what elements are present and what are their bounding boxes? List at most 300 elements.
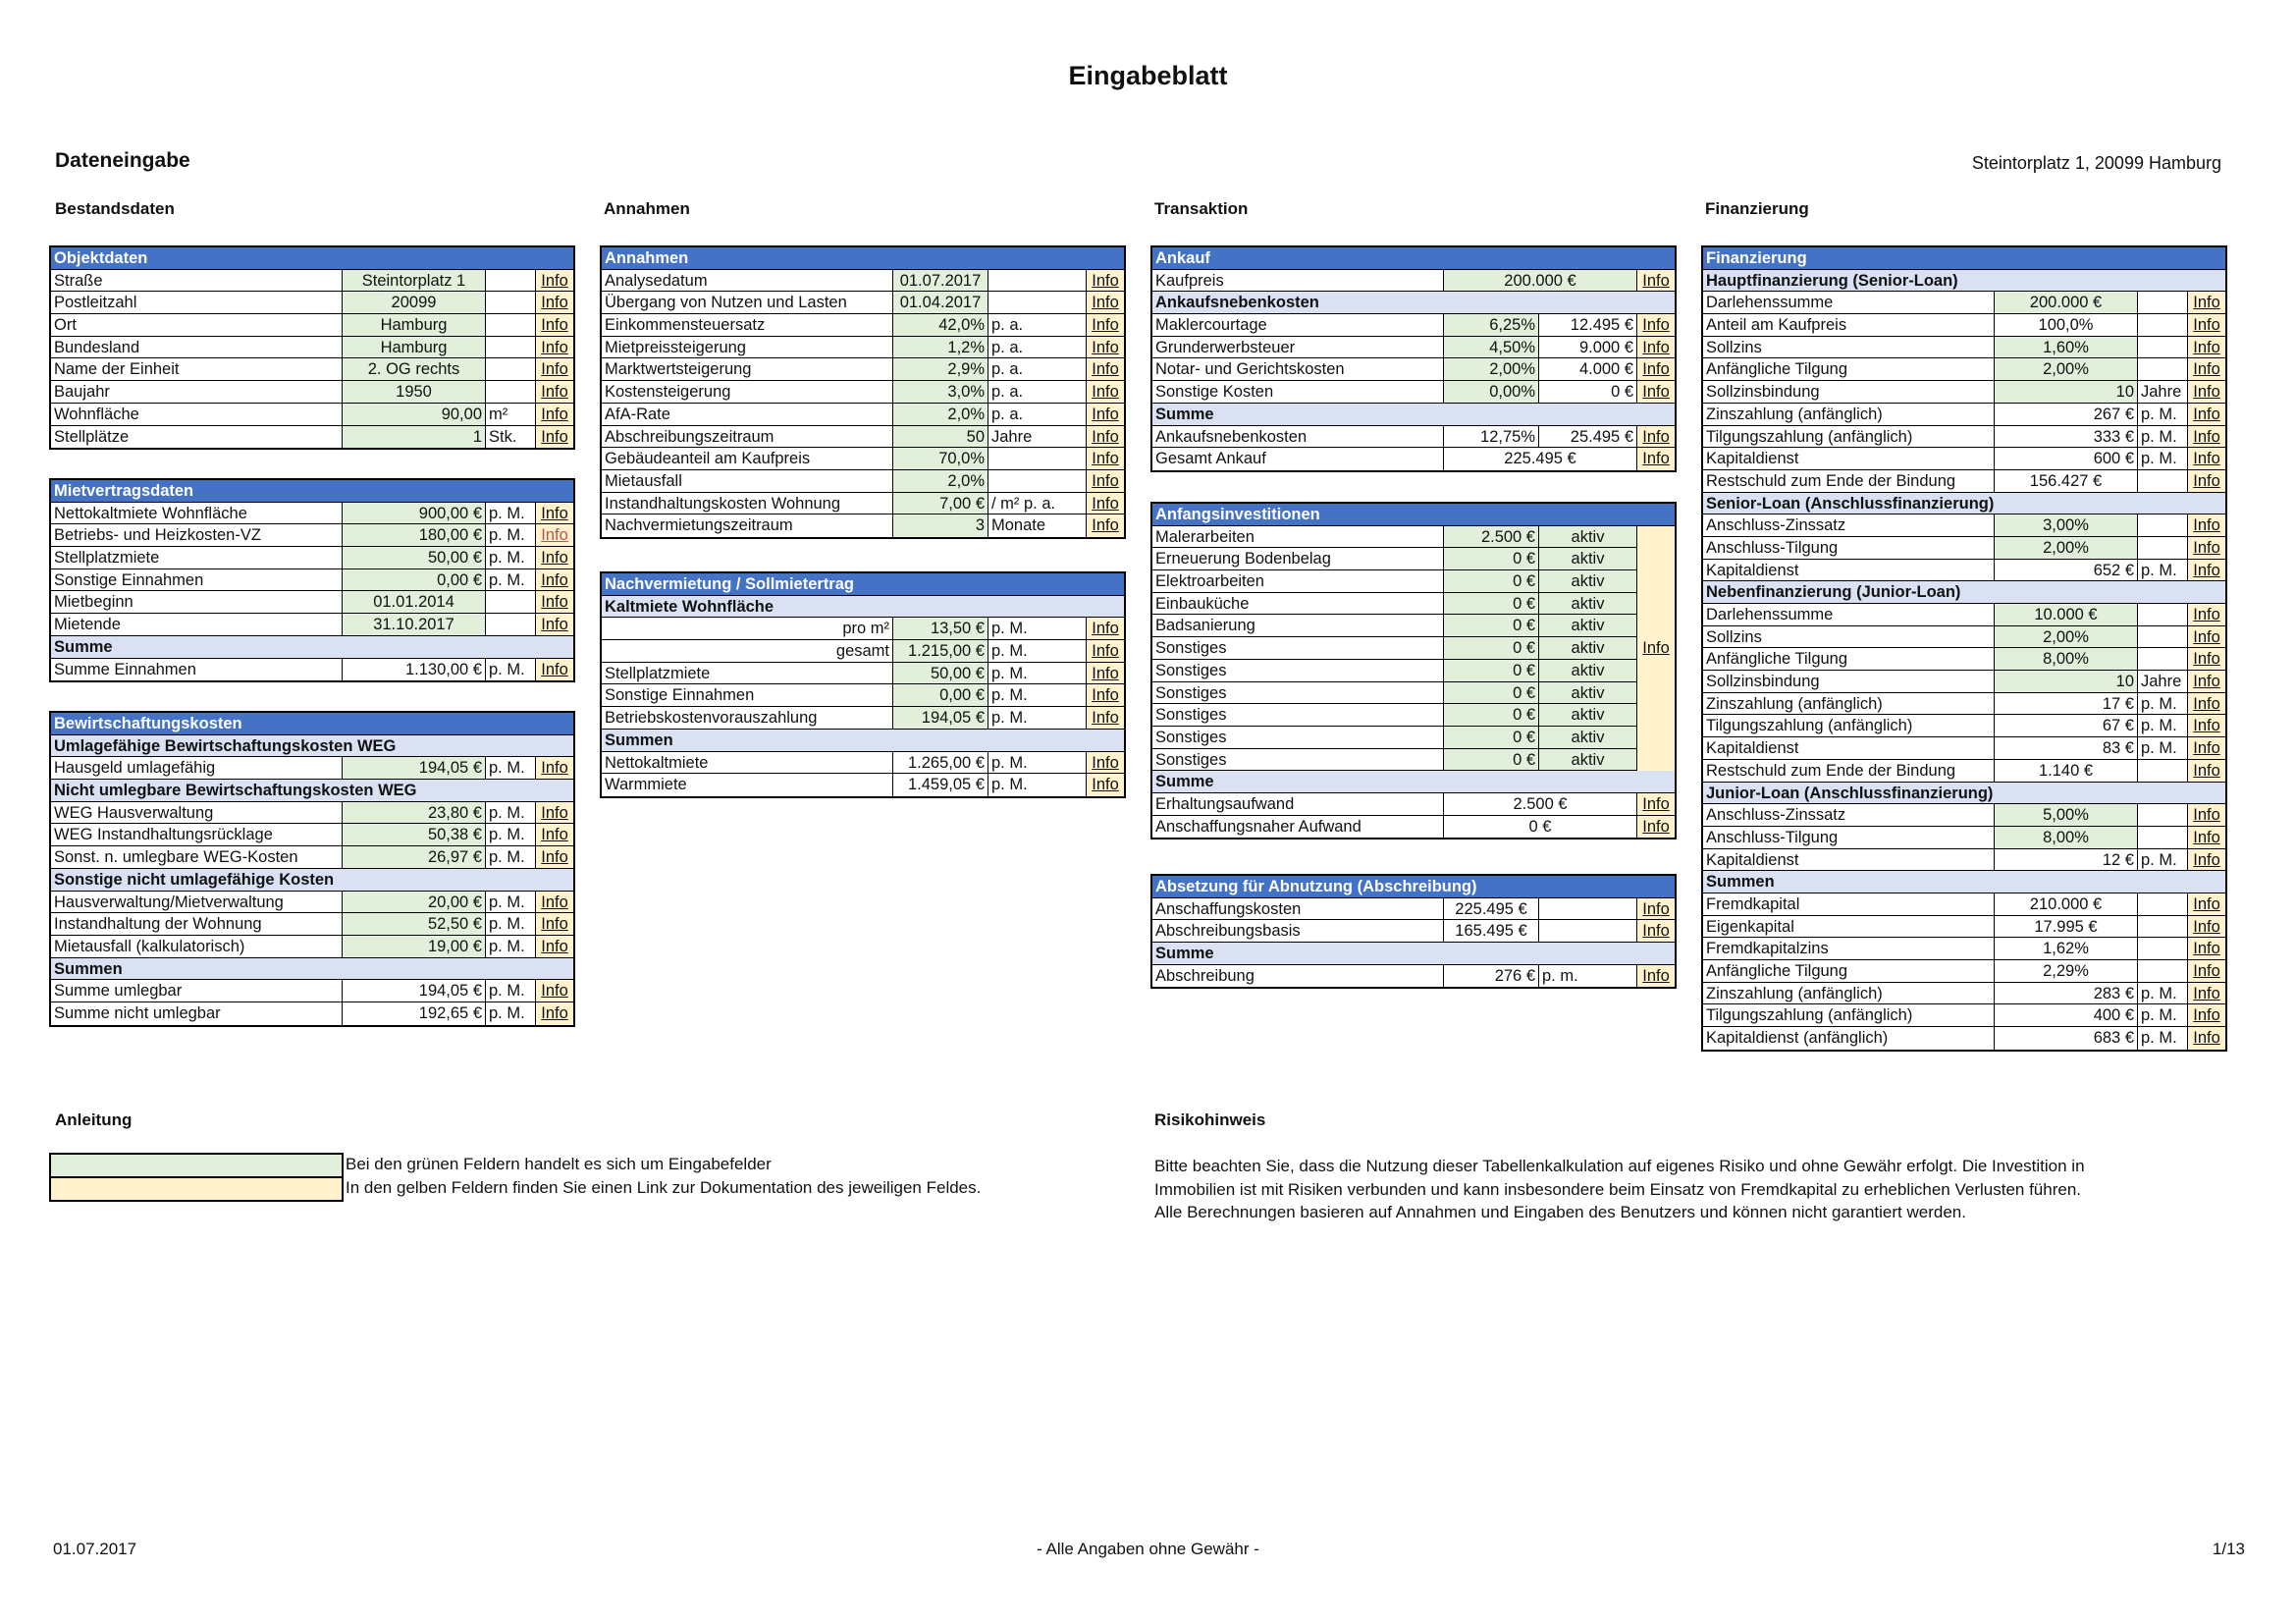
info-link[interactable]: Info bbox=[536, 659, 573, 681]
row-value[interactable]: 7,00 € bbox=[893, 493, 988, 514]
row-value[interactable]: 0 € bbox=[1444, 548, 1539, 569]
subheader: Summe bbox=[1152, 404, 1675, 426]
row-label: Malerarbeiten bbox=[1152, 526, 1444, 548]
row-label: Anschluss-Tilgung bbox=[1703, 537, 1995, 559]
info-link[interactable]: Info bbox=[536, 404, 573, 425]
info-link[interactable]: Info bbox=[2188, 671, 2225, 692]
row-unit bbox=[2138, 514, 2188, 536]
row-label: Nachvermietungszeitraum bbox=[602, 514, 893, 537]
row-value[interactable]: 0 € bbox=[1444, 749, 1539, 771]
table-row bbox=[1703, 671, 2225, 693]
row-value[interactable]: Hamburg bbox=[343, 337, 486, 358]
subheader: Summen bbox=[1703, 871, 2225, 893]
info-link[interactable]: Info bbox=[1637, 381, 1675, 403]
info-link[interactable]: Info bbox=[2188, 737, 2225, 759]
info-link[interactable]: Info bbox=[2188, 693, 2225, 715]
info-link[interactable]: Info bbox=[2188, 760, 2225, 782]
row-value[interactable]: 0 € bbox=[1444, 637, 1539, 659]
info-link[interactable]: Info bbox=[1637, 337, 1675, 358]
info-link[interactable]: Info bbox=[536, 337, 573, 358]
row-value[interactable]: 10 bbox=[1995, 381, 2138, 403]
anleitung-heading: Anleitung bbox=[55, 1110, 133, 1129]
info-link[interactable]: Info bbox=[536, 591, 573, 613]
row-value[interactable]: 42,0% bbox=[893, 314, 988, 336]
row-value[interactable]: 0 € bbox=[1444, 682, 1539, 704]
row-value: 156.427 € bbox=[1995, 470, 2138, 492]
row-unit bbox=[1539, 898, 1637, 920]
table-row bbox=[602, 292, 1124, 314]
table-row bbox=[1703, 560, 2225, 582]
info-link[interactable]: Info bbox=[1087, 470, 1124, 492]
row-label: Sonstige Kosten bbox=[1152, 381, 1444, 403]
row-label: Zinszahlung (anfänglich) bbox=[1703, 983, 1995, 1004]
row-unit: p. M. bbox=[486, 569, 536, 591]
row-value[interactable]: 5,00% bbox=[1995, 804, 2138, 826]
info-link[interactable]: Info bbox=[2188, 804, 2225, 826]
row-label: Sonstige Einnahmen bbox=[602, 684, 893, 706]
row-label: Summe umlegbar bbox=[51, 980, 343, 1001]
row-value[interactable]: 194,05 € bbox=[343, 757, 486, 779]
row-status[interactable]: aktiv bbox=[1539, 660, 1637, 681]
info-link[interactable]: Info bbox=[536, 314, 573, 336]
row-value[interactable]: 900,00 € bbox=[343, 503, 486, 524]
info-link[interactable]: Info bbox=[2188, 916, 2225, 938]
row-value[interactable]: 10.000 € bbox=[1995, 604, 2138, 625]
row-status[interactable]: aktiv bbox=[1539, 593, 1637, 615]
row-value[interactable]: 1.215,00 € bbox=[893, 640, 988, 662]
row-label: Restschuld zum Ende der Bindung bbox=[1703, 760, 1995, 782]
row-label: Ankaufsnebenkosten bbox=[1152, 426, 1444, 448]
row-label: Gesamt Ankauf bbox=[1152, 448, 1444, 470]
row-value[interactable]: 01.01.2014 bbox=[343, 591, 486, 613]
row-value[interactable]: 1950 bbox=[343, 381, 486, 403]
row-value[interactable]: 50,38 € bbox=[343, 824, 486, 845]
risiko-line: Alle Berechnungen basieren auf Annahmen und Eingaben des Benutzers und können nicht garantiert werden. bbox=[1154, 1203, 1966, 1221]
row-label: Kostensteigerung bbox=[602, 381, 893, 403]
row-label: Einkommensteuersatz bbox=[602, 314, 893, 336]
row-value[interactable]: 13,50 € bbox=[893, 618, 988, 639]
info-link[interactable]: Info bbox=[1087, 404, 1124, 425]
info-link[interactable]: Info bbox=[2188, 626, 2225, 648]
row-status[interactable]: aktiv bbox=[1539, 637, 1637, 659]
info-link[interactable]: Info bbox=[1087, 774, 1124, 796]
info-link[interactable]: Info bbox=[1637, 270, 1675, 292]
row-unit: p. M. bbox=[486, 503, 536, 524]
table-row bbox=[602, 448, 1124, 470]
info-link[interactable]: Info bbox=[2188, 514, 2225, 536]
row-value[interactable]: 0 € bbox=[1444, 727, 1539, 748]
table-row bbox=[51, 614, 573, 636]
info-link[interactable]: Info bbox=[536, 980, 573, 1001]
table-row bbox=[1703, 358, 2225, 381]
row-label: Übergang von Nutzen und Lasten bbox=[602, 292, 893, 313]
row-unit: p. M. bbox=[988, 618, 1087, 639]
row-label: Kapitaldienst (anfänglich) bbox=[1703, 1027, 1995, 1050]
info-link[interactable]: Info bbox=[2188, 960, 2225, 982]
row-value[interactable]: Hamburg bbox=[343, 314, 486, 336]
row-value[interactable]: 2.500 € bbox=[1444, 526, 1539, 548]
row-value: 67 € bbox=[1995, 715, 2138, 736]
row-value: 1.265,00 € bbox=[893, 752, 988, 774]
table-row bbox=[1703, 1027, 2225, 1050]
row-value[interactable]: 200.000 € bbox=[1444, 270, 1637, 292]
row-value[interactable]: 2. OG rechts bbox=[343, 358, 486, 380]
subheader: Nebenfinanzierung (Junior-Loan) bbox=[1703, 581, 2225, 604]
row-unit: p. M. bbox=[2138, 426, 2188, 448]
row-value[interactable]: 3 bbox=[893, 514, 988, 537]
row-unit bbox=[486, 270, 536, 292]
row-label: Anfängliche Tilgung bbox=[1703, 358, 1995, 380]
row-value[interactable]: 0 € bbox=[1444, 593, 1539, 615]
info-link[interactable]: Info bbox=[536, 824, 573, 845]
row-label: Grunderwerbsteuer bbox=[1152, 337, 1444, 358]
info-link[interactable]: Info bbox=[2188, 604, 2225, 625]
info-link[interactable]: Info bbox=[536, 846, 573, 868]
info-link[interactable]: Info bbox=[536, 292, 573, 313]
info-link[interactable]: Info bbox=[536, 503, 573, 524]
row-unit: p. M. bbox=[988, 774, 1087, 796]
row-label: Hausverwaltung/Mietverwaltung bbox=[51, 892, 343, 913]
table-row bbox=[51, 292, 573, 314]
info-link[interactable]: Info bbox=[1087, 684, 1124, 706]
row-value: 0 € bbox=[1444, 816, 1637, 839]
row-value[interactable]: 50 bbox=[893, 426, 988, 448]
row-value[interactable]: 0 € bbox=[1444, 570, 1539, 592]
info-link[interactable]: Info bbox=[2188, 358, 2225, 380]
table-row bbox=[1152, 749, 1675, 772]
info-link[interactable]: Info bbox=[1087, 663, 1124, 684]
row-value[interactable]: 2,00% bbox=[1995, 358, 2138, 380]
row-label: Bundesland bbox=[51, 337, 343, 358]
info-link[interactable]: Info bbox=[2188, 1027, 2225, 1050]
row-label: gesamt bbox=[602, 640, 893, 662]
row-percent[interactable]: 2,00% bbox=[1444, 358, 1539, 380]
table-row bbox=[1703, 626, 2225, 649]
row-status[interactable]: aktiv bbox=[1539, 682, 1637, 704]
table-row bbox=[1152, 526, 1675, 549]
row-label: Sollzins bbox=[1703, 337, 1995, 358]
info-link[interactable]: Info bbox=[1087, 426, 1124, 448]
table-row bbox=[51, 802, 573, 825]
row-unit: p. M. bbox=[2138, 1004, 2188, 1026]
absetzung-table bbox=[1150, 874, 1677, 989]
row-value[interactable]: 2,00% bbox=[1995, 537, 2138, 559]
info-link[interactable]: Info bbox=[1087, 314, 1124, 336]
row-status[interactable]: aktiv bbox=[1539, 615, 1637, 636]
info-link[interactable]: Info bbox=[536, 757, 573, 779]
info-link[interactable]: Info bbox=[2188, 448, 2225, 469]
subheader: Nicht umlegbare Bewirtschaftungskosten WEG bbox=[51, 780, 573, 802]
table-row bbox=[51, 892, 573, 914]
row-label: Stellplatzmiete bbox=[602, 663, 893, 684]
row-value: 17.995 € bbox=[1995, 916, 2138, 938]
row-value[interactable]: 20,00 € bbox=[343, 892, 486, 913]
row-value[interactable]: 01.07.2017 bbox=[893, 270, 988, 292]
row-unit bbox=[2138, 827, 2188, 848]
row-value[interactable]: 200.000 € bbox=[1995, 292, 2138, 313]
info-link[interactable]: Info bbox=[2188, 938, 2225, 959]
row-value[interactable]: 1,2% bbox=[893, 337, 988, 358]
info-link[interactable]: Info bbox=[2188, 426, 2225, 448]
row-value[interactable]: 90,00 bbox=[343, 404, 486, 425]
info-link[interactable]: Info bbox=[536, 381, 573, 403]
info-link[interactable]: Info bbox=[1637, 965, 1675, 988]
info-link[interactable]: Info bbox=[1637, 314, 1675, 336]
info-link[interactable]: Info bbox=[2188, 292, 2225, 313]
row-unit bbox=[2138, 960, 2188, 982]
subheader: Summen bbox=[51, 958, 573, 981]
info-link[interactable]: Info bbox=[1087, 514, 1124, 537]
row-unit bbox=[486, 381, 536, 403]
row-value[interactable]: 2,00% bbox=[1995, 626, 2138, 648]
info-link[interactable]: Info bbox=[2188, 337, 2225, 358]
info-link[interactable]: Info bbox=[1087, 448, 1124, 469]
table-row bbox=[602, 774, 1124, 796]
info-link[interactable]: Info bbox=[536, 892, 573, 913]
info-link[interactable]: Info bbox=[1637, 358, 1675, 380]
row-value[interactable]: 20099 bbox=[343, 292, 486, 313]
info-link[interactable]: Info bbox=[2188, 849, 2225, 871]
row-value[interactable]: 31.10.2017 bbox=[343, 614, 486, 635]
row-label: Anschaffungsnaher Aufwand bbox=[1152, 816, 1444, 839]
row-label: Summe nicht umlegbar bbox=[51, 1002, 343, 1025]
info-link[interactable]: Info bbox=[1087, 337, 1124, 358]
info-link[interactable]: Info bbox=[1087, 493, 1124, 514]
row-label: Darlehenssumme bbox=[1703, 604, 1995, 625]
info-link[interactable]: Info bbox=[1637, 448, 1675, 470]
info-link[interactable]: Info bbox=[536, 358, 573, 380]
info-link[interactable]: Info bbox=[1087, 358, 1124, 380]
info-link[interactable]: Info bbox=[1637, 426, 1675, 448]
info-link[interactable]: Info bbox=[536, 913, 573, 935]
row-status[interactable]: aktiv bbox=[1539, 727, 1637, 748]
row-unit: p. M. bbox=[486, 980, 536, 1001]
row-value: 100,0% bbox=[1995, 314, 2138, 336]
table-row bbox=[51, 980, 573, 1002]
row-label: Abschreibung bbox=[1152, 965, 1444, 988]
row-value[interactable]: 0,00 € bbox=[343, 569, 486, 591]
table-row bbox=[51, 524, 573, 547]
row-percent[interactable]: 4,50% bbox=[1444, 337, 1539, 358]
table-row bbox=[51, 846, 573, 869]
info-link[interactable]: Info bbox=[2188, 537, 2225, 559]
row-unit bbox=[486, 614, 536, 635]
table-row bbox=[1152, 727, 1675, 749]
row-label: Summe Einnahmen bbox=[51, 659, 343, 681]
info-link[interactable]: Info bbox=[2188, 314, 2225, 336]
bewirtschaftung-table bbox=[49, 711, 575, 1027]
row-value[interactable]: 2,0% bbox=[893, 470, 988, 492]
row-value: 12 € bbox=[1995, 849, 2138, 871]
row-label: Sonstiges bbox=[1152, 682, 1444, 704]
row-status[interactable]: aktiv bbox=[1539, 704, 1637, 726]
row-value[interactable]: 1 bbox=[343, 426, 486, 449]
row-status[interactable]: aktiv bbox=[1539, 749, 1637, 771]
row-value[interactable]: 2,9% bbox=[893, 358, 988, 380]
row-unit: p. M. bbox=[2138, 560, 2188, 581]
row-unit: p. a. bbox=[988, 404, 1087, 425]
table-row bbox=[1152, 448, 1675, 470]
row-value[interactable]: 19,00 € bbox=[343, 936, 486, 957]
row-value[interactable]: Steintorplatz 1 bbox=[343, 270, 486, 292]
row-value: 1,62% bbox=[1995, 938, 2138, 959]
row-unit bbox=[2138, 648, 2188, 670]
subheader: Umlagefähige Bewirtschaftungskosten WEG bbox=[51, 735, 573, 758]
table-row bbox=[51, 659, 573, 681]
row-value[interactable]: 194,05 € bbox=[893, 707, 988, 729]
row-label: Zinszahlung (anfänglich) bbox=[1703, 404, 1995, 425]
subheader: Ankaufsnebenkosten bbox=[1152, 292, 1675, 314]
row-label: Tilgungszahlung (anfänglich) bbox=[1703, 426, 1995, 448]
table-row bbox=[51, 381, 573, 404]
info-link[interactable]: Info bbox=[2188, 715, 2225, 736]
row-percent[interactable]: 6,25% bbox=[1444, 314, 1539, 336]
info-link[interactable]: Info bbox=[1087, 292, 1124, 313]
info-link[interactable]: Info bbox=[1637, 920, 1675, 942]
info-link[interactable]: Info bbox=[1087, 640, 1124, 662]
row-label: Anteil am Kaufpreis bbox=[1703, 314, 1995, 336]
info-link[interactable]: Info bbox=[1087, 618, 1124, 639]
info-link[interactable]: Info bbox=[2188, 470, 2225, 492]
column-heading-transaktion: Transaktion bbox=[1154, 199, 1249, 218]
row-status[interactable]: aktiv bbox=[1539, 570, 1637, 592]
row-unit bbox=[486, 314, 536, 336]
info-link[interactable]: Info bbox=[536, 936, 573, 957]
info-link[interactable]: Info bbox=[2188, 827, 2225, 848]
row-value[interactable]: 10 bbox=[1995, 671, 2138, 692]
row-label: Anfängliche Tilgung bbox=[1703, 648, 1995, 670]
page-subtitle: Dateneingabe bbox=[55, 149, 190, 172]
row-value[interactable]: 50,00 € bbox=[893, 663, 988, 684]
info-link[interactable]: Info bbox=[2188, 893, 2225, 915]
row-label: Fremdkapital bbox=[1703, 893, 1995, 915]
table-row bbox=[1703, 827, 2225, 849]
column-heading-bestandsdaten: Bestandsdaten bbox=[55, 199, 175, 218]
subheader: Summe bbox=[51, 636, 573, 659]
row-value[interactable]: 2,0% bbox=[893, 404, 988, 425]
info-link[interactable]: Info bbox=[1087, 752, 1124, 774]
row-status[interactable]: aktiv bbox=[1539, 526, 1637, 548]
row-status[interactable]: aktiv bbox=[1539, 548, 1637, 569]
row-unit: p. M. bbox=[988, 663, 1087, 684]
row-label: Stellplatzmiete bbox=[51, 547, 343, 568]
row-label: Tilgungszahlung (anfänglich) bbox=[1703, 1004, 1995, 1026]
row-label: Betriebskostenvorauszahlung bbox=[602, 707, 893, 729]
objektdaten-table bbox=[49, 245, 575, 450]
legend-green-box bbox=[49, 1153, 344, 1178]
table-row bbox=[602, 381, 1124, 404]
table-header: Annahmen bbox=[602, 247, 1124, 270]
info-link[interactable]: Info bbox=[536, 270, 573, 292]
info-link[interactable]: Info bbox=[536, 547, 573, 568]
row-value[interactable]: 0 € bbox=[1444, 660, 1539, 681]
table-row bbox=[1703, 760, 2225, 783]
row-label: Elektroarbeiten bbox=[1152, 570, 1444, 592]
info-link[interactable]: Info bbox=[1637, 816, 1675, 839]
row-value[interactable]: 180,00 € bbox=[343, 524, 486, 546]
info-link[interactable]: Info bbox=[1087, 707, 1124, 729]
mietvertrag-table bbox=[49, 478, 575, 682]
info-link[interactable]: Info bbox=[1087, 381, 1124, 403]
info-link[interactable]: Info bbox=[2188, 404, 2225, 425]
row-value[interactable]: 23,80 € bbox=[343, 802, 486, 824]
info-link[interactable]: Info bbox=[536, 569, 573, 591]
row-value[interactable]: 8,00% bbox=[1995, 827, 2138, 848]
row-value: 1.459,05 € bbox=[893, 774, 988, 796]
row-label: Mietausfall (kalkulatorisch) bbox=[51, 936, 343, 957]
subheader: Summe bbox=[1152, 943, 1675, 965]
row-value[interactable]: 01.04.2017 bbox=[893, 292, 988, 313]
row-value[interactable]: 50,00 € bbox=[343, 547, 486, 568]
row-label: Anschluss-Tilgung bbox=[1703, 827, 1995, 848]
table-row bbox=[51, 314, 573, 337]
info-link[interactable]: Info bbox=[1637, 898, 1675, 920]
table-row bbox=[51, 569, 573, 592]
row-value[interactable]: 8,00% bbox=[1995, 648, 2138, 670]
table-row bbox=[51, 1002, 573, 1025]
info-link[interactable]: Info bbox=[536, 1002, 573, 1025]
info-link[interactable]: Info bbox=[536, 802, 573, 824]
info-link[interactable]: Info bbox=[1637, 793, 1675, 815]
info-link[interactable]: Info bbox=[536, 426, 573, 449]
row-value[interactable]: 52,50 € bbox=[343, 913, 486, 935]
table-row bbox=[51, 358, 573, 381]
row-unit: p. a. bbox=[988, 381, 1087, 403]
row-value[interactable]: 3,0% bbox=[893, 381, 988, 403]
row-value: 225.495 € bbox=[1444, 448, 1637, 470]
subheader: Summen bbox=[602, 730, 1124, 752]
row-value[interactable]: 1,60% bbox=[1995, 337, 2138, 358]
info-link[interactable]: Info bbox=[2188, 648, 2225, 670]
table-header: Mietvertragsdaten bbox=[51, 480, 573, 503]
table-row bbox=[1703, 849, 2225, 872]
table-row bbox=[51, 337, 573, 359]
info-link[interactable]: Info bbox=[2188, 381, 2225, 403]
row-value[interactable]: 0 € bbox=[1444, 704, 1539, 726]
row-unit bbox=[988, 270, 1087, 292]
info-link[interactable]: Info bbox=[1636, 526, 1675, 772]
info-link[interactable]: Info bbox=[2188, 560, 2225, 581]
row-value: 25.495 € bbox=[1539, 426, 1637, 448]
row-label: Darlehenssumme bbox=[1703, 292, 1995, 313]
table-row bbox=[1703, 292, 2225, 314]
footer-date: 01.07.2017 bbox=[53, 1540, 137, 1558]
table-row bbox=[1703, 1004, 2225, 1027]
row-value: 194,05 € bbox=[343, 980, 486, 1001]
row-percent[interactable]: 0,00% bbox=[1444, 381, 1539, 403]
info-link[interactable]: Info bbox=[2188, 983, 2225, 1004]
row-value[interactable]: 0,00 € bbox=[893, 684, 988, 706]
info-link[interactable]: Info bbox=[536, 524, 573, 546]
row-unit: Jahre bbox=[2138, 381, 2188, 403]
table-row bbox=[1703, 960, 2225, 983]
info-link[interactable]: Info bbox=[536, 614, 573, 635]
row-value[interactable]: 26,97 € bbox=[343, 846, 486, 868]
subheader: Hauptfinanzierung (Senior-Loan) bbox=[1703, 270, 2225, 293]
table-header: Anfangsinvestitionen bbox=[1152, 504, 1675, 526]
table-row bbox=[51, 270, 573, 293]
row-unit bbox=[2138, 893, 2188, 915]
row-value[interactable]: 0 € bbox=[1444, 615, 1539, 636]
row-value[interactable]: 70,0% bbox=[893, 448, 988, 469]
row-label: Abschreibungszeitraum bbox=[602, 426, 893, 448]
table-row bbox=[1152, 270, 1675, 293]
info-link[interactable]: Info bbox=[2188, 1004, 2225, 1026]
info-link[interactable]: Info bbox=[1087, 270, 1124, 292]
row-unit: p. M. bbox=[486, 757, 536, 779]
row-value[interactable]: 3,00% bbox=[1995, 514, 2138, 536]
row-unit bbox=[486, 591, 536, 613]
